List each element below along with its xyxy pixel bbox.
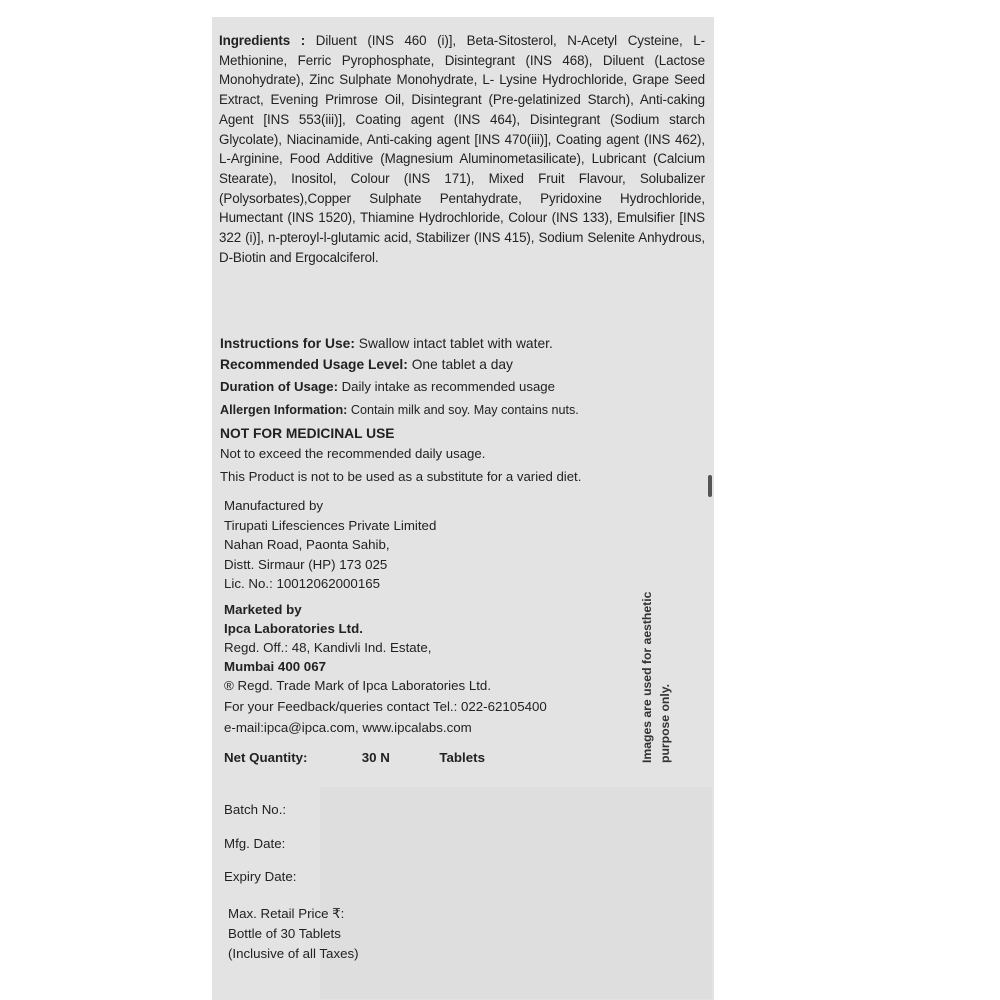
email-website: e-mail:ipca@ipca.com, www.ipcalabs.com (224, 720, 472, 735)
instructions-line (220, 336, 553, 351)
product-label-panel (212, 17, 714, 1000)
disclaimer-line-1: Images are used for aesthetic (640, 591, 654, 763)
feedback-contact: For your Feedback/queries contact Tel.: 022-62105400 (224, 699, 547, 714)
net-quantity-label: Net Quantity: (224, 750, 308, 765)
allergen-line (220, 403, 579, 417)
marketer-block (224, 600, 547, 737)
not-medicinal-warning: NOT FOR MEDICINAL USE (220, 426, 395, 441)
marketer-address-2: Mumbai 400 067 (224, 659, 326, 674)
ingredients-label: Ingredients : (219, 33, 306, 48)
usage-level-line (220, 357, 513, 372)
usage-level-label: Recommended Usage Level: (220, 357, 408, 372)
mrp-label: Max. Retail Price ₹: (228, 906, 345, 921)
duration-value: Daily intake as recommended usage (341, 379, 555, 394)
manufacturer-block (224, 496, 436, 594)
marketer-heading: Marketed by (224, 602, 302, 617)
net-quantity-unit: Tablets (439, 750, 485, 765)
batch-stamp-area (320, 787, 712, 999)
duration-line (220, 379, 555, 394)
price-block (228, 904, 359, 964)
marketer-address-1: Regd. Off.: 48, Kandivli Ind. Estate, (224, 640, 432, 655)
mfg-date-field: Mfg. Date: (224, 836, 286, 851)
trademark-note: ® Regd. Trade Mark of Ipca Laboratories Ltd. (224, 678, 492, 693)
not-substitute-warning: This Product is not to be used as a substitute for a varied diet. (220, 469, 582, 484)
licence-number: Lic. No.: 10012062000165 (224, 576, 380, 591)
tax-note: (Inclusive of all Taxes) (228, 946, 359, 961)
expiry-date-field: Expiry Date: (224, 869, 297, 884)
not-exceed-warning: Not to exceed the recommended daily usage. (220, 446, 486, 461)
panel-notch (708, 475, 712, 497)
batch-number-field: Batch No.: (224, 802, 287, 817)
instructions-label: Instructions for Use: (220, 336, 355, 351)
pack-description: Bottle of 30 Tablets (228, 926, 341, 941)
image-disclaimer (638, 533, 674, 763)
manufacturer-address-1: Nahan Road, Paonta Sahib, (224, 537, 390, 552)
allergen-value: Contain milk and soy. May contains nuts. (350, 403, 579, 417)
usage-level-value: One tablet a day (411, 357, 513, 372)
ingredients-block (219, 31, 705, 267)
ingredients-text: Diluent (INS 460 (i)], Beta-Sitosterol, N-Acetyl Cysteine, L-Methionine, Ferric Pyrophosphate, Disintegrant (INS 468), Diluent (Lactose Monohydrate), Zinc Sulphate Monohydrate, L- Lysine Hydrochloride, Grape Seed Extract, Evening Primrose Oil, Disintegrant (Pre-gelatinized Starch), Anti-caking Agent [INS 553(iii)], Coating agent (INS 464), Disintegrant (Sodium starch Glycolate), Niacinamide, Anti-caking agent [INS 470(iii)], Coating agent (INS 462), L-Arginine, Food Additive (Magnesium Aluminometasilicate), Lubricant (Calcium Stearate), Inositol, Colour (INS 171), Mixed Fruit Flavour, Solubalizer (Polysorbates),Copper Sulphate Pentahydrate, Pyridoxine Hydrochloride, Humectant (INS 1520), Thiamine Hydrochloride, Colour (INS 133), Emulsifier [INS 322 (i)], n-pteroyl-l-glutamic acid, Stabilizer (INS 415), Sodium Selenite Anhydrous, D-Biotin and Ergocalciferol. (219, 33, 705, 265)
manufacturer-heading: Manufactured by (224, 498, 324, 513)
allergen-label: Allergen Information: (220, 403, 348, 417)
disclaimer-line-2: purpose only. (658, 684, 672, 763)
net-quantity-count: 30 N (361, 750, 390, 765)
duration-label: Duration of Usage: (220, 379, 338, 394)
instructions-value: Swallow intact tablet with water. (358, 336, 553, 351)
marketer-name: Ipca Laboratories Ltd. (224, 621, 363, 636)
manufacturer-name: Tirupati Lifesciences Private Limited (224, 517, 437, 533)
manufacturer-address-2: Distt. Sirmaur (HP) 173 025 (224, 556, 388, 572)
net-quantity-line (224, 750, 485, 765)
